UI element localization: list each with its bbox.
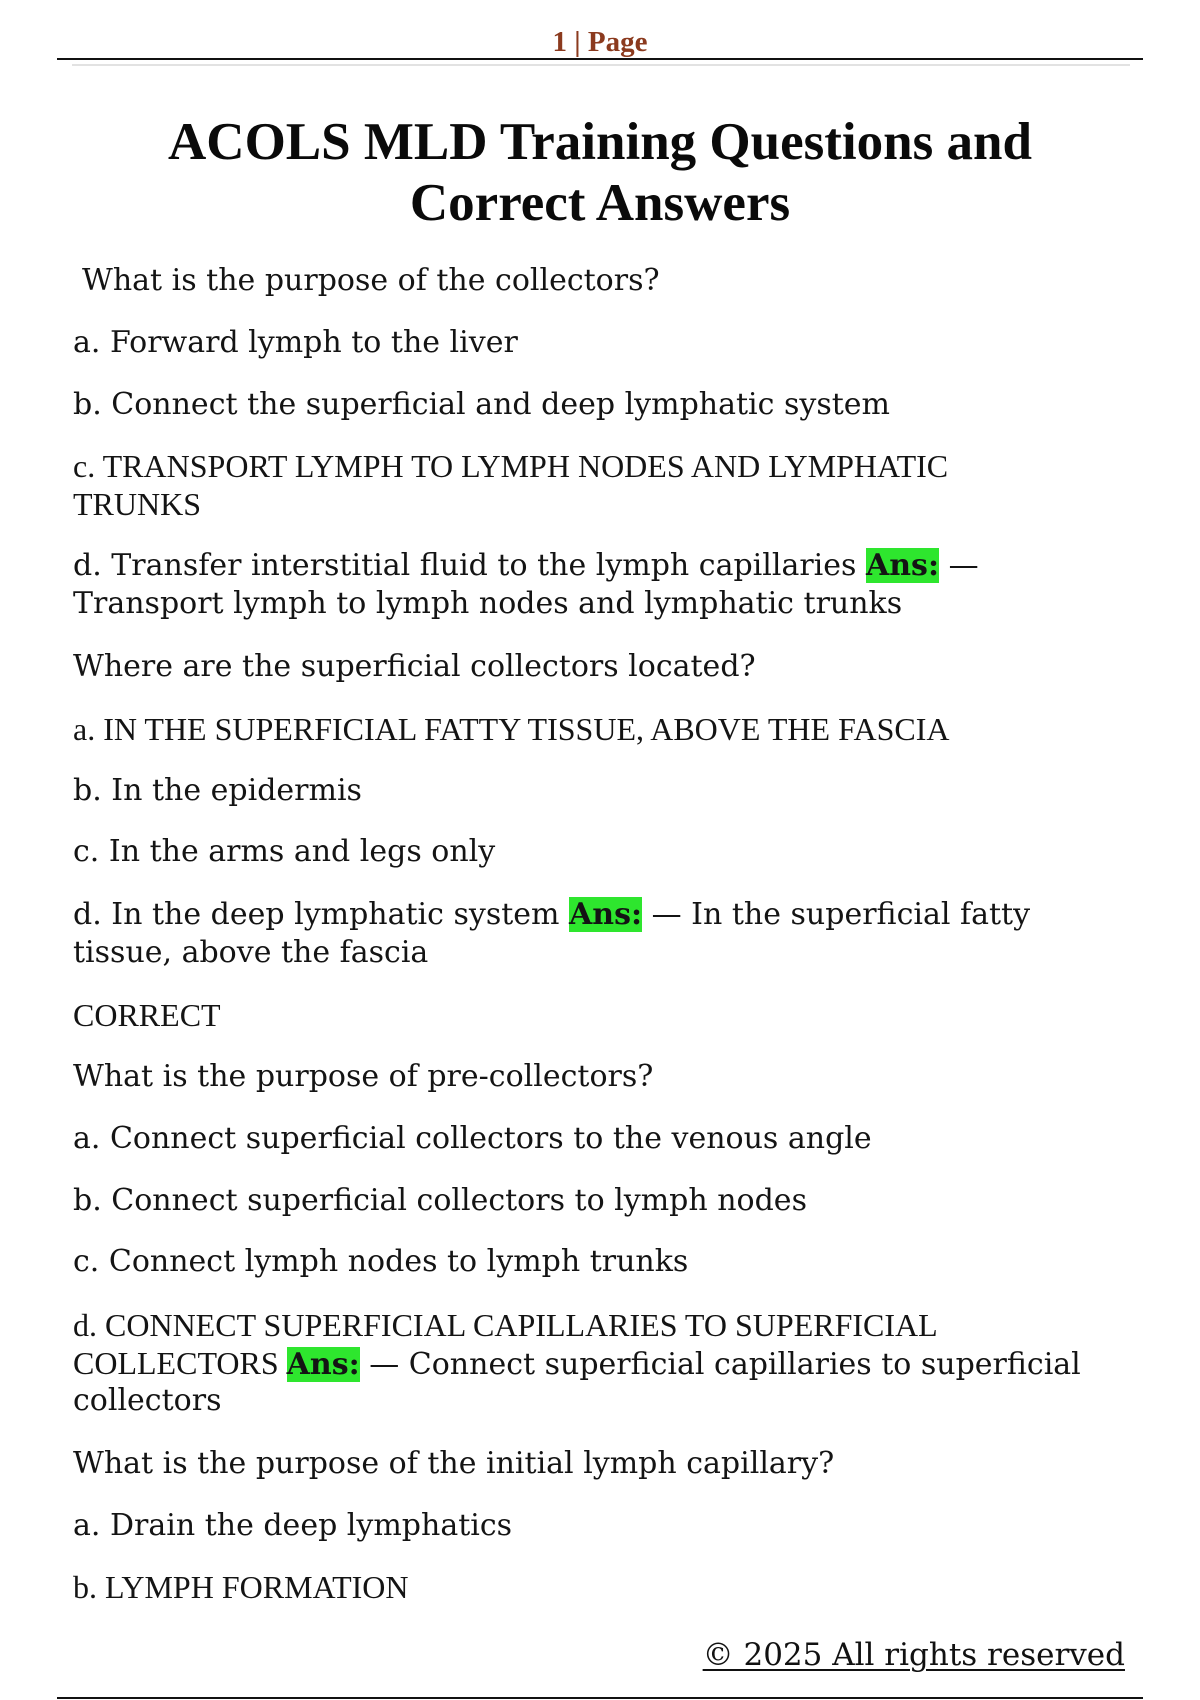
- q1-answer-dash: —: [939, 548, 979, 583]
- q3-answer-text: — Connect superficial capillaries to superficial: [359, 1347, 1081, 1382]
- q2-option-a: a. IN THE SUPERFICIAL FATTY TISSUE, ABOVE THE FASCIA: [73, 711, 950, 747]
- q3-option-a: a. Connect superficial collectors to the venous angle: [73, 1121, 872, 1156]
- q1-option-c: c. TRANSPORT LYMPH TO LYMPH NODES AND LYMPHATIC: [73, 448, 949, 484]
- answer-marker: Ans:: [865, 548, 940, 583]
- q3-option-d: d. CONNECT SUPERFICIAL CAPILLARIES TO SUPERFICIAL: [73, 1307, 938, 1343]
- q4-option-a: a. Drain the deep lymphatics: [73, 1508, 513, 1543]
- question-2: Where are the superficial collectors located?: [73, 649, 756, 684]
- q1-option-a: a. Forward lymph to the liver: [73, 325, 518, 360]
- q3-option-c: c. Connect lymph nodes to lymph trunks: [73, 1244, 689, 1279]
- copyright-notice: © 2025 All rights reserved: [702, 1637, 1125, 1673]
- q2-option-b: b. In the epidermis: [73, 773, 362, 808]
- q2-option-d-text: d. In the deep lymphatic system: [73, 897, 570, 932]
- header-divider: [72, 64, 1130, 66]
- title-line-2: Correct Answers: [409, 174, 791, 232]
- question-3: What is the purpose of pre-collectors?: [73, 1059, 654, 1094]
- q1-option-c-cont: TRUNKS: [73, 486, 202, 522]
- answer-marker: Ans:: [569, 897, 643, 932]
- q3-option-d-text: COLLECTORS: [73, 1345, 287, 1381]
- page-header: [57, 24, 1143, 60]
- q2-option-c: c. In the arms and legs only: [73, 834, 496, 869]
- question-4: What is the purpose of the initial lymph capillary?: [73, 1446, 835, 1481]
- q4-option-b: b. LYMPH FORMATION: [73, 1569, 409, 1605]
- q3-option-d-cont: [73, 1344, 1133, 1384]
- footer-divider: [57, 1697, 1143, 1699]
- document-title: [60, 112, 1140, 234]
- q2-answer-text-cont: tissue, above the fascia: [73, 935, 429, 970]
- q3-answer-text-cont: collectors: [73, 1383, 222, 1418]
- title-line-1: ACOLS MLD Training Questions and: [168, 113, 1032, 171]
- q1-option-b: b. Connect the superficial and deep lymphatic system: [73, 387, 890, 422]
- answer-marker: Ans:: [286, 1347, 360, 1382]
- q1-option-d-text: d. Transfer interstitial fluid to the lymph capillaries: [73, 548, 866, 583]
- q3-option-b: b. Connect superficial collectors to lymph nodes: [73, 1183, 807, 1218]
- page-number: 1 | Page: [552, 26, 648, 58]
- q1-answer-text: Transport lymph to lymph nodes and lymphatic trunks: [73, 586, 903, 621]
- question-1: What is the purpose of the collectors?: [82, 263, 660, 298]
- q1-option-d: [73, 547, 1133, 585]
- q2-note: CORRECT: [73, 997, 221, 1033]
- q2-option-d: [73, 896, 1133, 934]
- q2-answer-text: — In the superficial fatty: [642, 897, 1031, 932]
